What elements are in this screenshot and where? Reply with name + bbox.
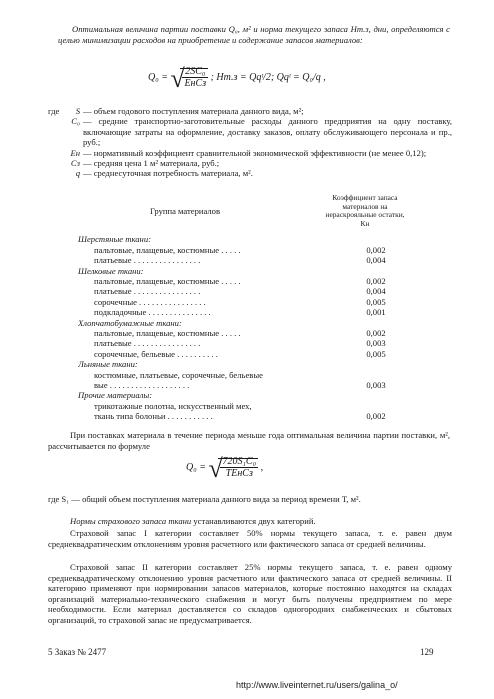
table-row (78, 245, 408, 255)
table-row (78, 307, 408, 317)
definition-text: — средние транспортно-заготовительные расходы данного предприятия на одну поставку, включающие затраты на оформление, доставку заказов, оплату обслуживающего персонала и пр., руб.; (83, 116, 452, 148)
table-row (78, 276, 408, 286)
table-body (78, 234, 408, 421)
table-coefficient: 0,002 (366, 411, 386, 422)
page-number: 129 (420, 647, 434, 657)
table-material-name: сорочечные . . . . . . . . . . . . . . . . (94, 296, 206, 307)
table-material-name: платьевые . . . . . . . . . . . . . . . . (94, 338, 201, 349)
watermark-url: http://www.liveinternet.ru/users/galina_o/ (236, 680, 398, 690)
table-material-name: пальтовые, плащевые, костюмные . . . . . (94, 328, 241, 339)
definitions-list (48, 106, 452, 179)
table-row (78, 370, 408, 380)
table-row (78, 318, 408, 328)
table-coefficient: 0,005 (366, 296, 386, 307)
table-coefficient (344, 234, 408, 244)
formula-denominator: EнCз (184, 78, 207, 89)
formula2-denominator: TEнCз (225, 468, 253, 479)
table-coefficient: 0,002 (366, 328, 386, 339)
definition-row (48, 106, 452, 116)
definition-symbol: Cз (70, 158, 80, 169)
formula-optimal-batch (148, 64, 326, 93)
table-material-name: платьевые . . . . . . . . . . . . . . . . (94, 286, 201, 297)
table-row (78, 380, 408, 390)
definition-row (48, 158, 452, 168)
table-row (78, 234, 408, 244)
definition-text: — средняя цена 1 м² материала, руб.; (83, 158, 220, 169)
definition-row (48, 116, 452, 147)
formula-lhs: Q₀ = (148, 71, 168, 83)
definition-s1: где S₁ — общий объем поступления материала данного вида за период времени Т, м². (48, 494, 361, 504)
table-row (78, 266, 408, 276)
table-group-name: Льняные ткани: (78, 359, 138, 370)
definition-text: — объем годового поступления материала данного вида, м²; (83, 106, 304, 116)
table-row (78, 390, 408, 400)
table-group-name: Прочие материалы: (78, 390, 153, 401)
table-material-name: сорочечные, бельевые . . . . . . . . . . (94, 348, 218, 359)
footer-left: 5 Заказ № 2477 (48, 647, 107, 657)
table-coefficient (344, 266, 408, 276)
table-group-name: Шелковые ткани: (78, 265, 144, 276)
table-coefficient (344, 401, 408, 411)
safety-norms-italic: Нормы страхового запаса ткани (70, 516, 192, 526)
formula2-trail: , (260, 461, 264, 473)
table-material-name: ткань типа болоньи . . . . . . . . . . . (94, 411, 213, 422)
sqrt-sign: √ $\frac{\text{2SC₀}}{\text{EнCз}}$ (170, 64, 207, 93)
formula2-numerator: 720S₁C₀ (222, 456, 257, 467)
table-material-name: пальтовые, плащевые, костюмные . . . . . (94, 276, 241, 286)
table-row (78, 297, 408, 307)
table-header (78, 194, 408, 228)
definition-text: — среднесуточная потребность материала, м². (83, 168, 253, 179)
table-coefficient: 0,003 (366, 338, 386, 349)
definition-symbol: C₀ (71, 116, 80, 127)
table-material-name: платьевые . . . . . . . . . . . . . . . . (94, 255, 201, 266)
table-row (78, 338, 408, 348)
table-material-name: пальтовые, плащевые, костюмные . . . . . (94, 244, 241, 255)
definition-text: — нормативный коэффициент сравнительной экономической эффективности (не менее 0,12); (83, 147, 427, 158)
definition-symbol: Eн (70, 147, 80, 158)
table-group-name: Шерстяные ткани: (78, 234, 151, 245)
table-coefficient: 0,002 (366, 244, 386, 255)
table-row (78, 255, 408, 265)
paragraph-safety-norms (48, 516, 452, 527)
table-group-name: Хлопчатобумажные ткани: (78, 317, 182, 328)
table-row (78, 411, 408, 421)
paragraph-category-2: Страховой запас II категории составляет 25% нормы текущего запаса, т. е. равен одному среднеквадратическому отклонению уровня расчетного или фактического запаса от средней величины. II категорию применяют при нормировании запасов материалов, которые постоянно находятся на складах организаций материально-технического снабжения и могут быть получены предприятием по мере необходимости. Если материал доставляется со складов одногородних снабженческих и сбытовых организаций, то страховой запас не предусматривается. (48, 562, 452, 625)
paragraph-category-1: Страховой запас I категории составляет 50% нормы текущего запаса, т. е. равен двум среднеквадратическим отклонениям уровня расчетного или фактического запаса от средней величины. (48, 528, 452, 549)
table-coefficient: 0,002 (366, 276, 386, 286)
definition-row (48, 148, 452, 158)
table-row (78, 359, 408, 369)
table-header-coef: Коэффициент запаса материалов на нераскрояльные остатки, Кн (325, 193, 405, 228)
table-row (78, 286, 408, 296)
table-coefficient (344, 359, 408, 369)
table-coefficient: 0,003 (366, 380, 386, 391)
table-material-name: вые . . . . . . . . . . . . . . . . . . . (94, 380, 190, 391)
table-material-name: подкладочные . . . . . . . . . . . . . . . (94, 307, 211, 318)
formula-period-batch (186, 454, 264, 483)
table-header-group: Группа материалов (149, 205, 221, 216)
coefficients-table (78, 194, 408, 422)
definition-row (48, 168, 452, 178)
definition-symbol: q (75, 168, 80, 179)
table-material-name: трикотажные полотна, искусственный мех, (94, 400, 252, 411)
table-coefficient: 0,004 (366, 286, 386, 297)
definition-symbol: S (75, 106, 80, 116)
table-coefficient (344, 370, 408, 380)
formula-rest: ; Hт.з = Qqᵗ/2; Qqᵗ = Q₀/q , (210, 71, 326, 83)
table-coefficient: 0,001 (366, 307, 386, 318)
formula2-lhs: Q₀ = (186, 461, 206, 473)
table-row (78, 328, 408, 338)
intro-paragraph: Оптимальная величина партии поставки Q₀, м² и норма текущего запаса Нт.з, дни, определяются с целью минимизации расходов на приобретение и содержание запасов материалов: (58, 24, 450, 45)
table-row (78, 349, 408, 359)
table-coefficient: 0,005 (366, 348, 386, 359)
table-coefficient (344, 390, 408, 400)
sqrt-sign: √ $\frac{\text{720S₁C₀}}{\text{TEнCз}}$ (208, 454, 257, 483)
table-material-name: костюмные, платьевые, сорочечные, бельевые (94, 369, 263, 380)
table-row (78, 401, 408, 411)
table-coefficient (344, 318, 408, 328)
formula-numerator: 2SC₀ (182, 66, 208, 78)
safety-norms-rest: устанавливаются двух категорий. (191, 516, 316, 526)
table-coefficient: 0,004 (366, 255, 386, 266)
where-word: где (48, 106, 60, 116)
paragraph-period-formula: При поставках материала в течение периода меньше года оптимальная величина партии поставки, м², рассчитывается по формуле (48, 430, 450, 451)
